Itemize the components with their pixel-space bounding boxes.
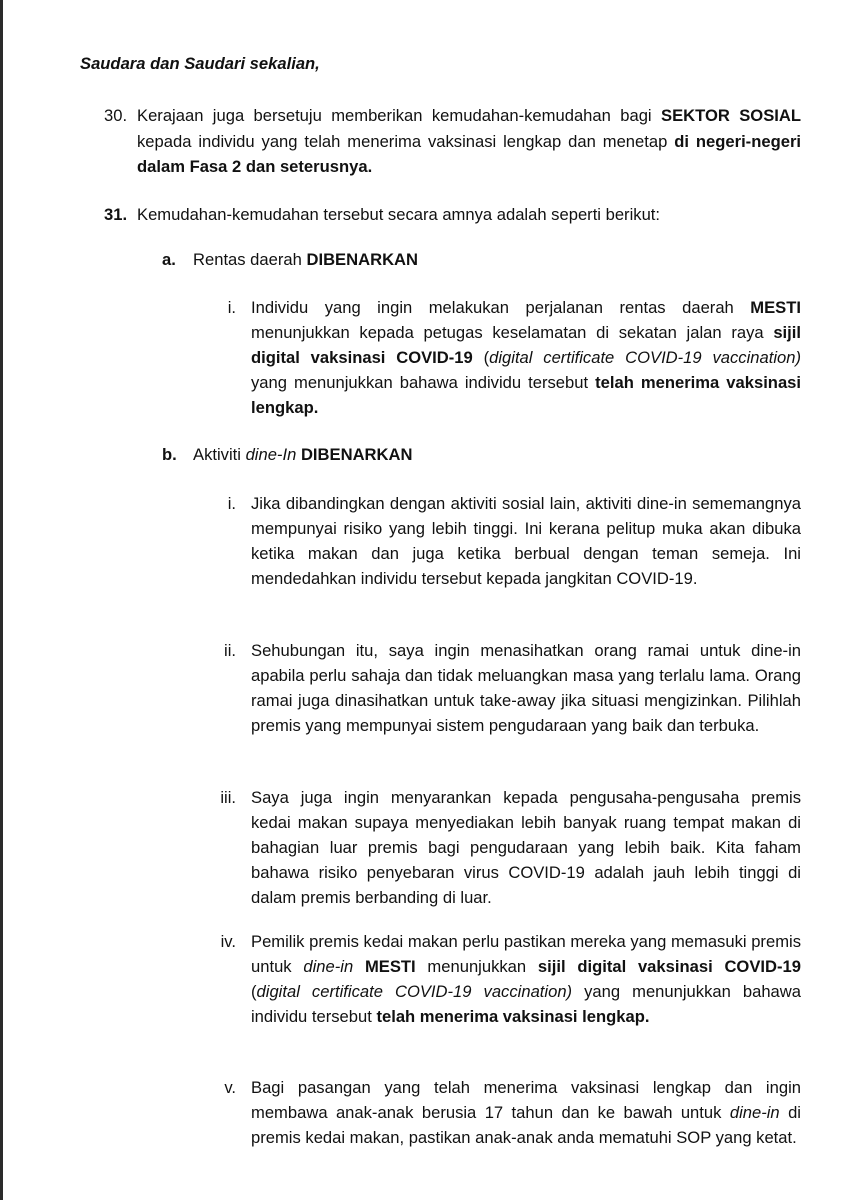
section-b-item-1-numeral: i. (227, 494, 236, 513)
section-b-item-5-numeral: v. (224, 1078, 236, 1097)
section-a-item-1-text: Individu yang ingin melakukan perjalanan rentas daerah MESTI menunjukkan kepada petugas keselamatan di sekatan jalan raya sijil digital vaksinasi COVID-19 (digital certificate COVID-19 vaccination) yang menunjukkan bahawa individu tersebut telah menerima vaksinasi lengkap. (251, 298, 802, 417)
para-30-number: 30. (104, 106, 128, 125)
section-b-item-3-text: Saya juga ingin menyarankan kepada pengusaha-pengusaha premis kedai makan supaya menyediakan lebih banyak ruang tempat makan di bahagian luar premis bagi pengudaraan yang lebih baik. Kita faham bahawa risiko penyebaran virus COVID-19 adalah jauh lebih tinggi di dalam premis berbanding di luar. (251, 788, 801, 907)
section-b-heading: Aktiviti dine-In DIBENARKAN (193, 445, 413, 464)
para-31-number: 31. (104, 205, 128, 224)
section-a-heading: Rentas daerah DIBENARKAN (193, 250, 419, 269)
section-b-item-5-text: Bagi pasangan yang telah menerima vaksinasi lengkap dan ingin membawa anak-anak berusia 17 tahun dan ke bawah untuk dine-in di premis kedai makan, pastikan anak-anak anda mematuhi SOP yang ketat. (251, 1078, 801, 1147)
section-b-letter: b. (162, 445, 177, 464)
section-b-item-2-text: Sehubungan itu, saya ingin menasihatkan orang ramai untuk dine-in apabila perlu sahaja dan tidak meluangkan masa yang terlalu lama. Orang ramai juga dinasihatkan untuk take-away jika situasi mengizinkan. Pilihlah premis yang mempunyai sistem pengudaraan yang baik dan terbuka. (251, 641, 801, 735)
para-31-text: Kemudahan-kemudahan tersebut secara amnya adalah seperti berikut: (137, 205, 661, 224)
section-b-item-3-numeral: iii. (220, 788, 236, 807)
section-b-item-4-text: Pemilik premis kedai makan perlu pastikan mereka yang memasuki premis untuk dine-in MESTI menunjukkan sijil digital vaksinasi COVID-19 (digital certificate COVID-19 vaccination) yang menunjukkan bahawa individu tersebut telah menerima vaksinasi lengkap. (251, 932, 801, 1026)
section-a-item-1-numeral: i. (227, 298, 236, 317)
greeting: Saudara dan Saudari sekalian, (80, 54, 320, 73)
para-30-text: Kerajaan juga bersetuju memberikan kemudahan-kemudahan bagi SEKTOR SOSIAL kepada individu yang telah menerima vaksinasi lengkap dan menetap di negeri-negeri dalam Fasa 2 dan seterusnya. (137, 106, 802, 176)
section-b-item-2-numeral: ii. (224, 641, 236, 660)
section-b-item-4-numeral: iv. (220, 932, 236, 951)
section-a-letter: a. (162, 250, 176, 269)
section-b-item-1-text: Jika dibandingkan dengan aktiviti sosial lain, aktiviti dine-in sememangnya mempunyai risiko yang lebih tinggi. Ini kerana pelitup muka akan dibuka ketika makan dan juga ketika berbual dengan teman semeja. Ini mendedahkan individu tersebut kepada jangkitan COVID-19. (251, 494, 801, 588)
page-edge-rule (0, 0, 3, 1200)
